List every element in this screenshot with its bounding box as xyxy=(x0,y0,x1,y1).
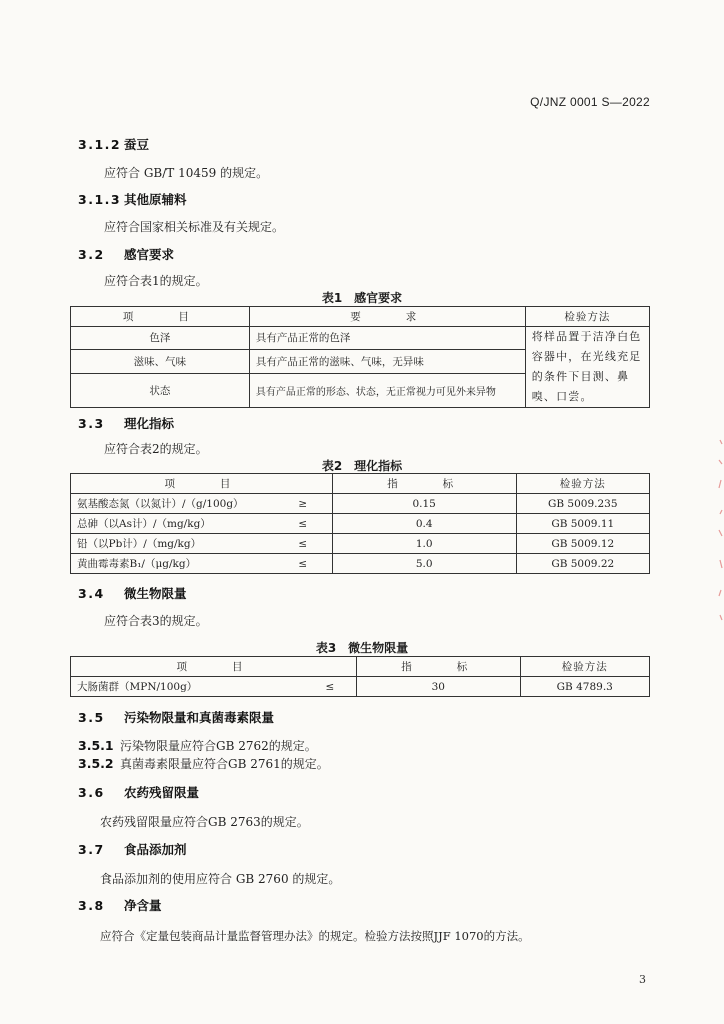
table-cell: GB 5009.235 xyxy=(516,494,650,514)
table-cell: 5.0 xyxy=(332,554,516,574)
table2-title: 表2 理化指标 xyxy=(321,459,403,473)
table-cell: 黄曲霉毒素B₁/（μg/kg） xyxy=(71,554,274,574)
table3-title: 表3 微生物限量 xyxy=(315,641,409,655)
table-cell: 状态 xyxy=(71,374,250,408)
document-code: Q/JNZ 0001 S—2022 xyxy=(530,95,650,109)
table-cell: 具有产品正常的形态、状态，无正常视力可见外来异物 xyxy=(249,374,525,408)
table3-header-item: 项 目 xyxy=(71,657,357,677)
seal-edge-mark xyxy=(716,430,724,630)
section-heading-3-3: 3.3 理化指标 xyxy=(78,416,175,431)
section-heading-3-2: 3.2 感官要求 xyxy=(78,247,175,262)
section-body-3-3: 应符合表2的规定。 xyxy=(104,442,208,456)
table-cell: 0.4 xyxy=(332,514,516,534)
table-cell: GB 5009.11 xyxy=(516,514,650,534)
table-cell: 具有产品正常的滋味、气味，无异味 xyxy=(249,349,525,374)
section-item-3-5-2: 3.5.2 真菌毒素限量应符合GB 2761的规定。 xyxy=(78,756,329,771)
table-cell: 氨基酸态氮（以氮计）/（g/100g） xyxy=(71,494,274,514)
table3-header-method: 检验方法 xyxy=(520,657,649,677)
table-cell: 总砷（以As计）/（mg/kg） xyxy=(71,514,274,534)
section-heading-3-7: 3.7 食品添加剂 xyxy=(78,842,187,857)
section-body-3-4: 应符合表3的规定。 xyxy=(104,614,208,628)
section-body-3-1-3: 应符合国家相关标准及有关规定。 xyxy=(104,220,285,234)
table2-header-item: 项 目 xyxy=(71,474,333,494)
section-body-3-7: 食品添加剂的使用应符合 GB 2760 的规定。 xyxy=(100,872,341,886)
section-item-3-5-1: 3.5.1 污染物限量应符合GB 2762的规定。 xyxy=(78,738,317,753)
table-cell: 30 xyxy=(356,677,520,697)
section-body-3-6: 农药残留限量应符合GB 2763的规定。 xyxy=(100,815,309,829)
section-heading-3-4: 3.4 微生物限量 xyxy=(78,586,187,601)
table-cell: 具有产品正常的色泽 xyxy=(249,327,525,350)
section-heading-3-8: 3.8 净含量 xyxy=(78,898,162,913)
table2-physicochemical xyxy=(70,473,650,574)
page-number: 3 xyxy=(639,973,646,986)
table3-header-value: 指 标 xyxy=(356,657,520,677)
table-cell: GB 5009.12 xyxy=(516,534,650,554)
table1-sensory xyxy=(70,306,650,408)
table2-header-value: 指 标 xyxy=(332,474,516,494)
table1-header-req: 要 求 xyxy=(249,307,525,327)
table1-header-item: 项 目 xyxy=(71,307,250,327)
table-cell: ≤ xyxy=(274,554,333,574)
table-cell: 滋味、气味 xyxy=(71,349,250,374)
table-cell: GB 4789.3 xyxy=(520,677,649,697)
table-cell: ≤ xyxy=(274,514,333,534)
section-heading-3-6: 3.6 农药残留限量 xyxy=(78,785,200,800)
section-body-3-8: 应符合《定量包装商品计量监督管理办法》的规定。检验方法按照JJF 1070的方法。 xyxy=(100,929,530,943)
table2-header-method: 检验方法 xyxy=(516,474,650,494)
table1-title: 表1 感官要求 xyxy=(321,291,403,305)
table-cell: 0.15 xyxy=(332,494,516,514)
table-cell: 大肠菌群（MPN/100g） xyxy=(71,677,304,697)
section-heading-3-1-2: 3.1.2 蚕豆 xyxy=(78,137,150,152)
table1-header-method: 检验方法 xyxy=(525,307,649,327)
table3-microbial xyxy=(70,656,650,697)
table-cell: 铅（以Pb计）/（mg/kg） xyxy=(71,534,274,554)
table-cell: GB 5009.22 xyxy=(516,554,650,574)
table-cell: 色泽 xyxy=(71,327,250,350)
section-body-3-1-2: 应符合 GB/T 10459 的规定。 xyxy=(104,166,269,180)
table-cell: 1.0 xyxy=(332,534,516,554)
table-cell: ≥ xyxy=(274,494,333,514)
section-body-3-2: 应符合表1的规定。 xyxy=(104,274,208,288)
table1-method: 将样品置于洁净白色容器中，在光线充足的条件下目测、鼻嗅、口尝。 xyxy=(525,327,649,408)
table-cell: ≤ xyxy=(274,534,333,554)
table-cell: ≤ xyxy=(304,677,357,697)
section-heading-3-1-3: 3.1.3 其他原辅料 xyxy=(78,192,187,207)
section-heading-3-5: 3.5 污染物限量和真菌毒素限量 xyxy=(78,710,275,725)
